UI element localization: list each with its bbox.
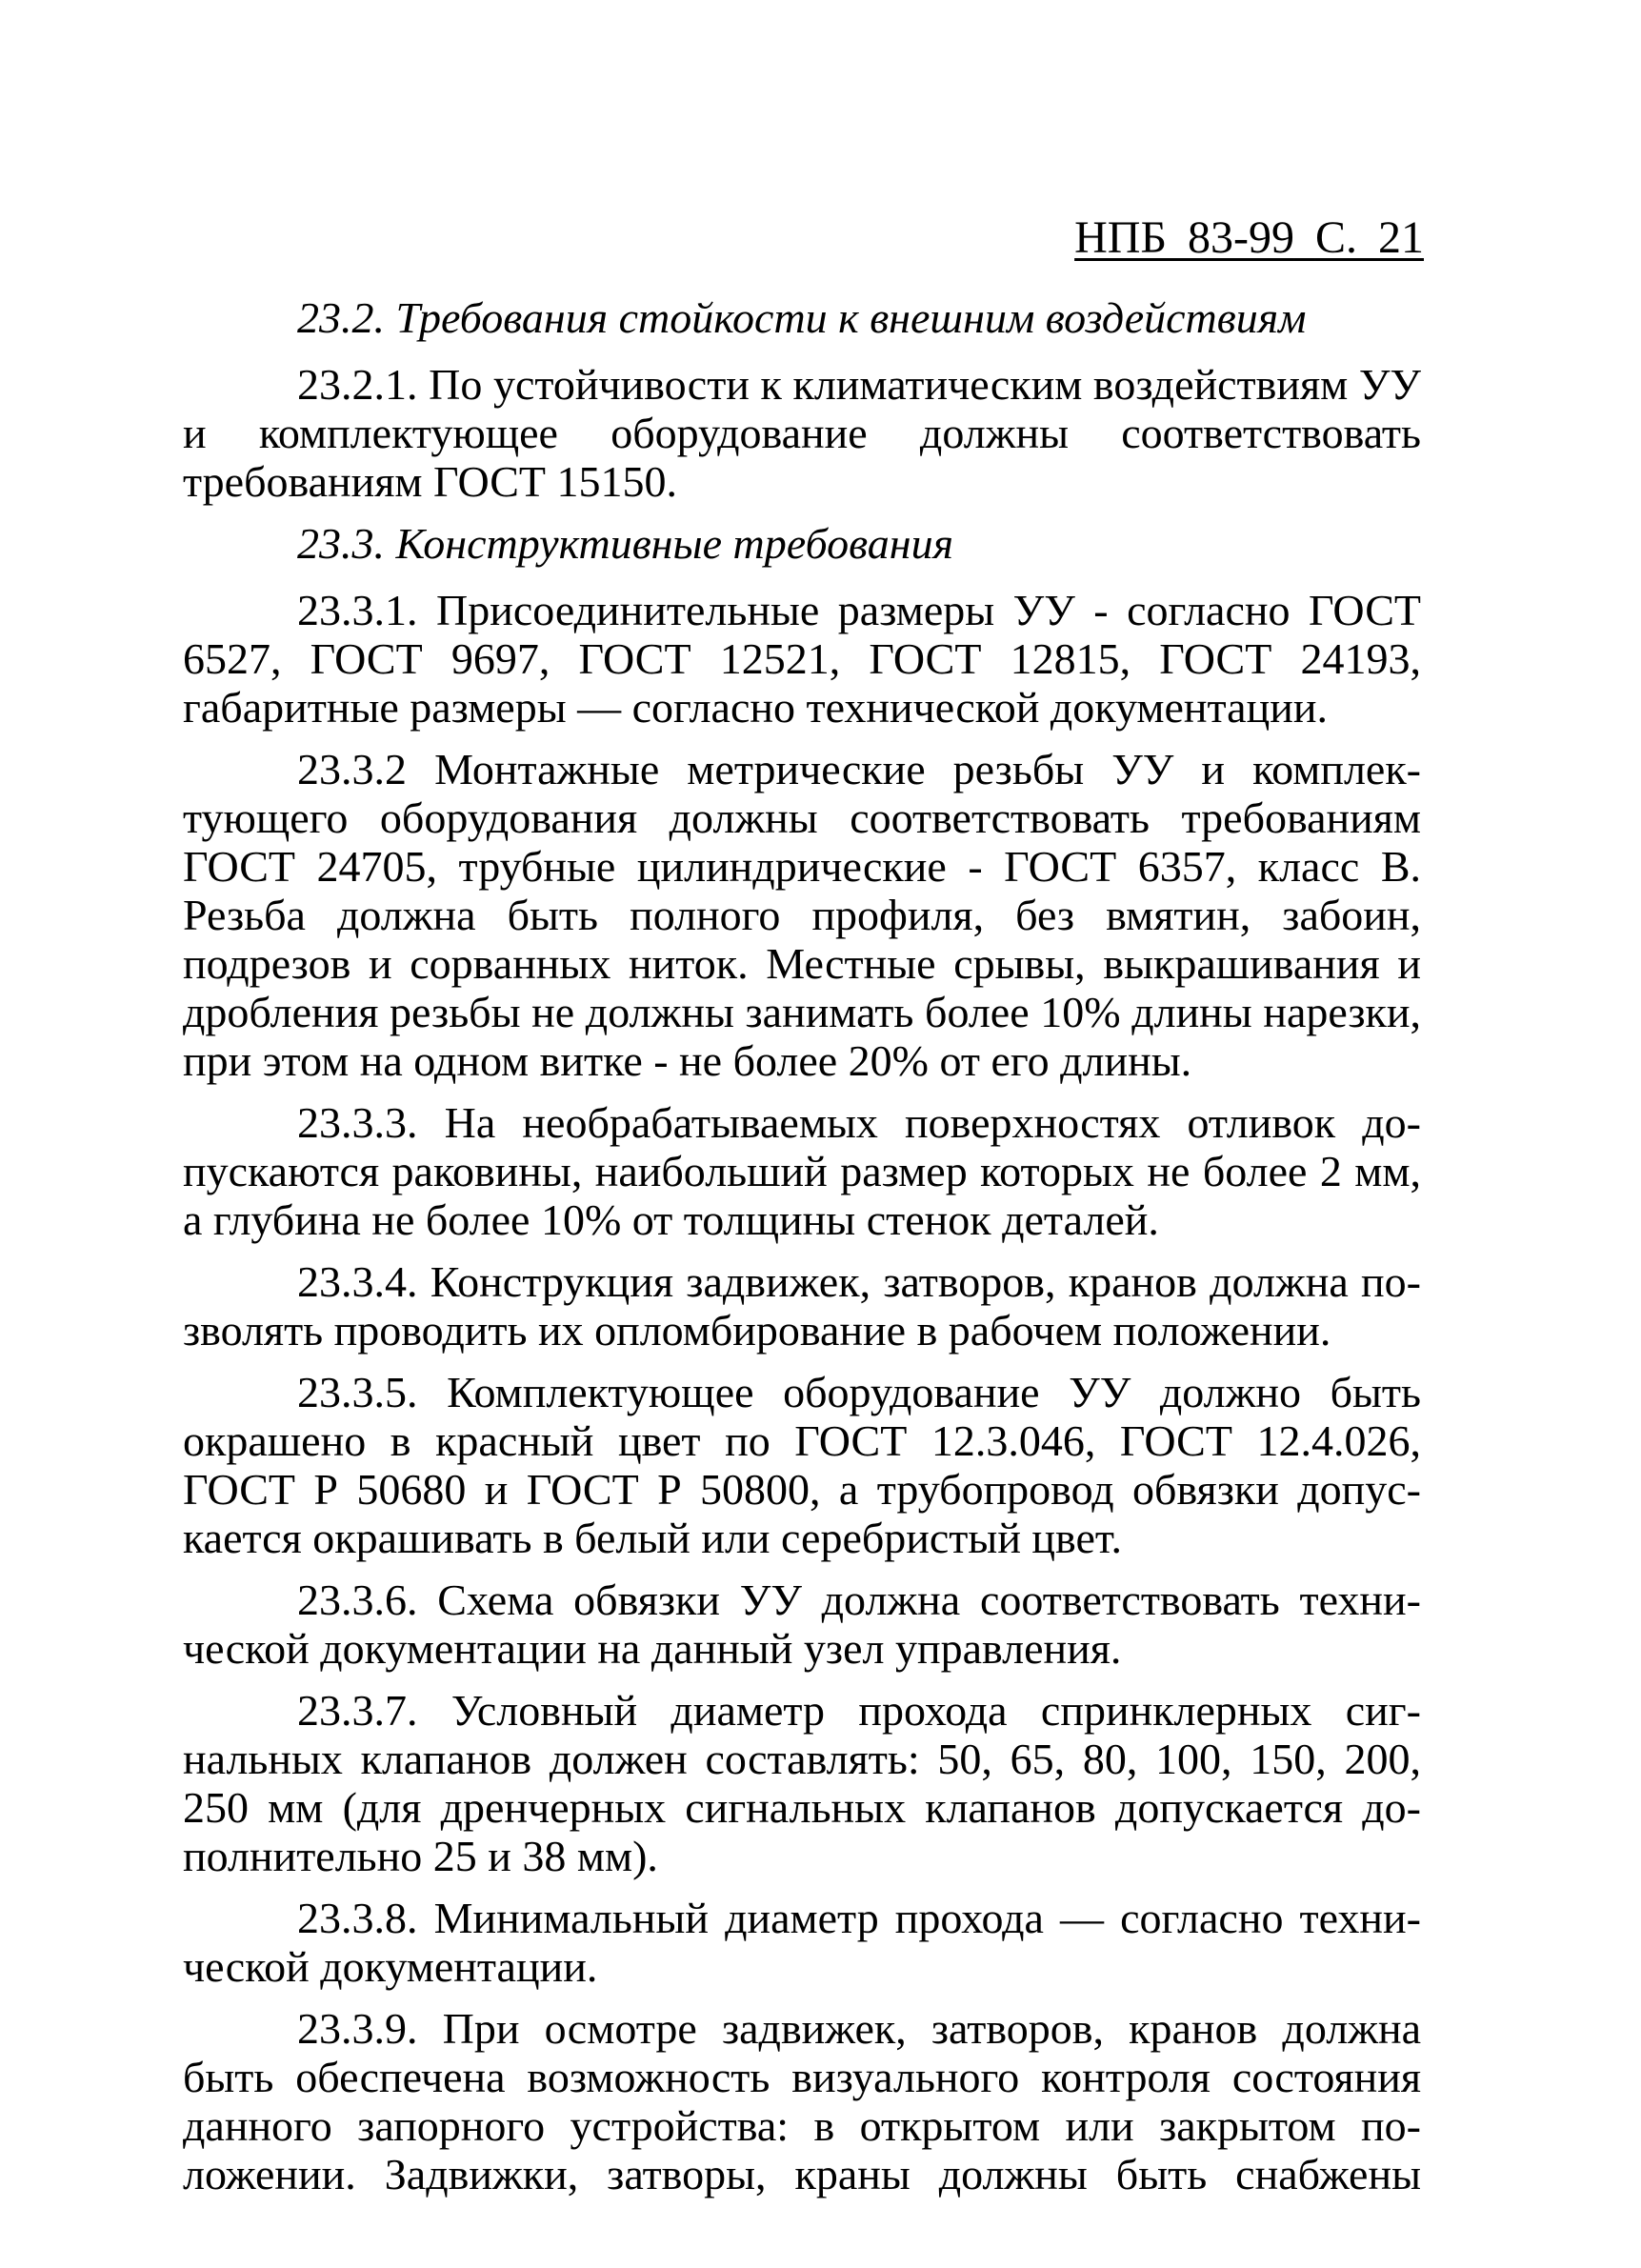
paragraph-23-3-6: 23.3.6. Схема обвязки УУ должна соответствовать технической документации на данный узел управления. — [183, 1576, 1421, 1673]
page-number: С. 21 — [1314, 212, 1424, 263]
page-header — [1074, 211, 1424, 265]
section-heading-23-2: 23.2. Требования стойкости к внешним воздействиям — [297, 293, 1307, 342]
section-heading-23-3: 23.3. Конструктивные требования — [297, 519, 953, 568]
paragraph-23-2-1: 23.2.1. По устойчивости к климатическим воздействиям УУ и комплектующее оборудование должны соответствовать требованиям ГОСТ 15150. — [183, 360, 1421, 506]
document-code: НПБ 83-99 — [1074, 212, 1294, 263]
document-body — [183, 293, 1421, 2212]
paragraph-23-3-7: 23.3.7. Условный диаметр прохода спринклерных сигнальных клапанов должен составлять: 50, 65, 80, 100, 150, 200, 250 мм (для дренчерных сигнальных клапанов допускается дополнительно 25 и 38 мм). — [183, 1686, 1421, 1880]
paragraph-23-3-3: 23.3.3. На необрабатываемых поверхностях отливок допускаются раковины, наибольший размер которых не более 2 мм, а глубина не более 10% от толщины стенок деталей. — [183, 1098, 1421, 1244]
paragraph-23-3-8: 23.3.8. Минимальный диаметр прохода — согласно технической документации. — [183, 1894, 1421, 1991]
paragraph-23-3-1: 23.3.1. Присоединительные размеры УУ - согласно ГОСТ 6527, ГОСТ 9697, ГОСТ 12521, ГОСТ 12815, ГОСТ 24193, габаритные размеры — согласно технической документации. — [183, 586, 1421, 732]
paragraph-23-3-5: 23.3.5. Комплектующее оборудование УУ должно быть окрашено в красный цвет по ГОСТ 12.3.046, ГОСТ 12.4.026, ГОСТ Р 50680 и ГОСТ Р 50800, а трубопровод обвязки допускается окрашивать в белый или серебристый цвет. — [183, 1368, 1421, 1562]
paragraph-23-3-9: 23.3.9. При осмотре задвижек, затворов, кранов должна быть обеспечена возможность визуального контроля состояния данного запорного устройства: в открытом или закрытом положении. Задвижки, затворы, краны должны быть снабжены — [183, 2004, 1421, 2198]
paragraph-23-3-4: 23.3.4. Конструкция задвижек, затворов, кранов должна позволять проводить их опломбирование в рабочем положении. — [183, 1257, 1421, 1355]
paragraph-23-3-2: 23.3.2 Монтажные метрические резьбы УУ и комплектующего оборудования должны соответствовать требованиям ГОСТ 24705, трубные цилиндрические - ГОСТ 6357, класс В. Резьба должна быть полного профиля, без вмятин, забоин, подрезов и сорванных ниток. Местные срывы, выкрашивания и дробления резьбы не должны занимать более 10% длины нарезки, при этом на одном витке - не более 20% от его длины. — [183, 745, 1421, 1085]
